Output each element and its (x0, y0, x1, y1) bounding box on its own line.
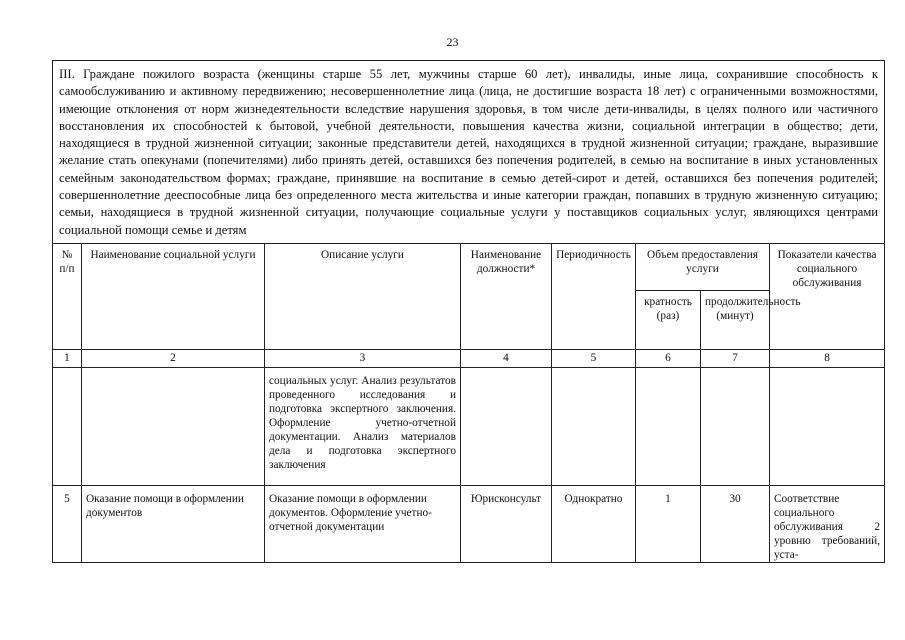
col-header-quality: Показатели качества социального обслуживания (770, 243, 885, 349)
quality (770, 367, 885, 485)
col-header-num: № п/п (53, 243, 82, 349)
col-header-name: Наименование социальной услуги (82, 243, 265, 349)
service-description: социальных услуг. Анализ результатов проведенного исследования и подготовка экспертного заключения. Оформление учетно-отчетной документации. Анализ материалов дела и подготовка экспертного заключения (265, 367, 461, 485)
page-number: 23 (446, 35, 459, 49)
column-number: 6 (636, 349, 701, 367)
column-number: 8 (770, 349, 885, 367)
table-row (53, 367, 885, 485)
row-num (53, 367, 82, 485)
col-header-description: Описание услуги (265, 243, 461, 349)
column-number: 2 (82, 349, 265, 367)
column-number: 1 (53, 349, 82, 367)
periodicity: Однократно (552, 485, 636, 562)
service-description: Оказание помощи в оформлении документов. Оформление учетно-отчетной документации (265, 485, 461, 562)
services-table (52, 60, 885, 563)
duration: 30 (701, 485, 770, 562)
count (636, 367, 701, 485)
col-header-count: кратность (раз) (636, 290, 701, 349)
col-header-duration: продолжительность (минут) (701, 290, 770, 349)
column-number: 7 (701, 349, 770, 367)
position: Юрисконсульт (461, 485, 552, 562)
duration (701, 367, 770, 485)
col-header-periodicity: Периодичность (552, 243, 636, 349)
col-header-position: Наименование должности* (461, 243, 552, 349)
table-row (53, 485, 885, 562)
column-header-row (53, 243, 885, 290)
column-number: 4 (461, 349, 552, 367)
column-number: 5 (552, 349, 636, 367)
column-number: 3 (265, 349, 461, 367)
service-name: Оказание помощи в оформлении документов (82, 485, 265, 562)
periodicity (552, 367, 636, 485)
service-name (82, 367, 265, 485)
row-num: 5 (53, 485, 82, 562)
count: 1 (636, 485, 701, 562)
quality: Соответствие социального обслуживания 2 уровню требований, уста- (770, 485, 885, 562)
position (461, 367, 552, 485)
section-header-row (53, 61, 885, 244)
section-header: III. Граждане пожилого возраста (женщины старше 55 лет, мужчины старше 60 лет), инвалиды, иные лица, сохранившие способность к самообслуживанию и активному передвижению; несовершеннолетние лица (лица, не достигшие возраста 18 лет) с ограниченными возможностями, имеющие отклонения от норм жизнедеятельности вследствие нарушения здоровья, в том числе дети-инвалиды, в целях полного или частичного восстановления их способностей к бытовой, учебной деятельности, повышения качества жизни, социальной интеграции в общество; дети, находящиеся в трудной жизненной ситуации; законные представители детей, находящихся в трудной жизненной ситуации; граждане, выразившие желание стать опекунами (попечителями) либо принять детей, оставшихся без попечения родителей, в семью на воспитание в иных установленных семейным законодательством формах; граждане, принявшие на воспитание в семью детей-сирот и детей, оставшихся без попечения родителей; совершеннолетние дееспособные лица без определенного места жительства и иные категории граждан, попавших в трудную жизненную ситуацию; семьи, находящиеся в трудной жизненной ситуации, получающие социальные услуги у поставщиков социальных услуг, являющихся центрами социальной помощи семье и детям (53, 61, 885, 244)
column-number-row (53, 349, 885, 367)
col-header-volume: Объем предоставления услуги (636, 243, 770, 290)
